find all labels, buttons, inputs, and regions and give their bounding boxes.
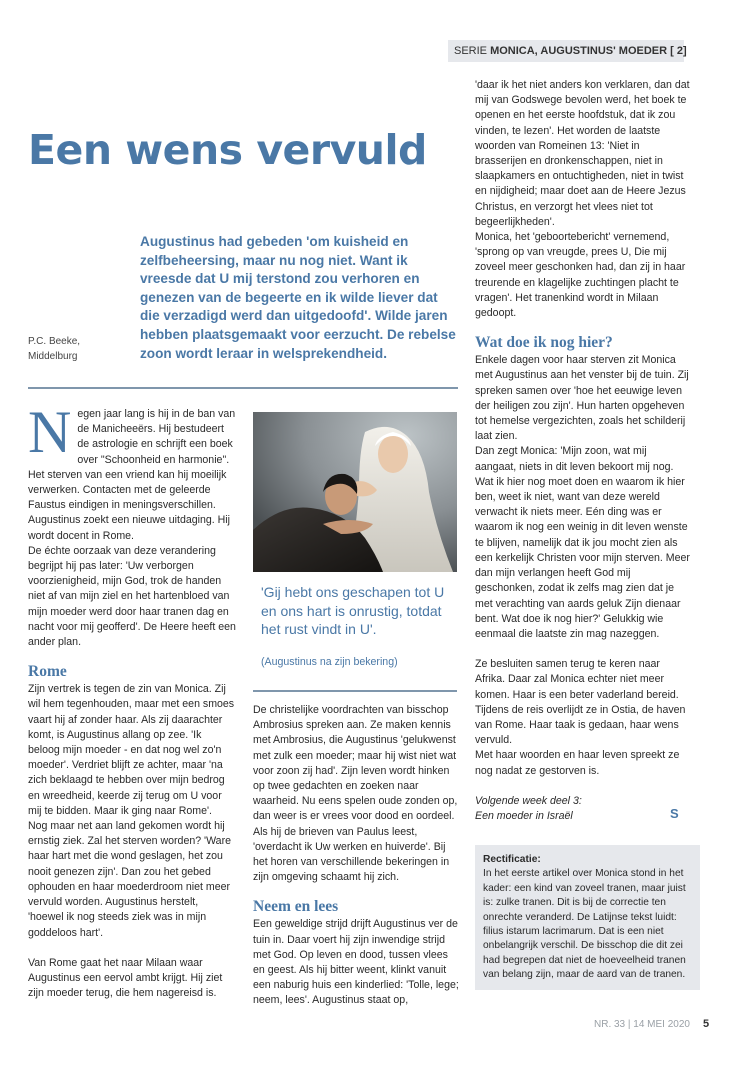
col1-paragraph-4: Nog maar net aan land gekomen wordt hij ernstig ziek. Zal het sterven worden? 'Ware haar hart met die wond geslagen, het zou nooit genezen zijn'. Dan zou het gebed ophouden en haar moederdroom niet meer vervuld worden. Augustinus herstelt, 'hoewel ik nog steeds ziek was in mijn goddeloos hart'. (28, 820, 231, 939)
intro-divider (28, 387, 458, 389)
series-prefix: SERIE (454, 45, 491, 57)
col1-paragraph-3: Zijn vertrek is tegen de zin van Monica. Zij wil hem tegenhouden, maar met een smoes vaart hij af zonder haar. Als zij daarachter komt, is Augustinus allang op zee. 'Ik beloog mijn moeder - en dat nog wel zo'n moeder'. Verdriet blijft ze achter, maar 'na zich beklaagd te hebben over mijn bedrog en wreedheid, keerde zij terug om U voor mij te bidden. Maar ik ging naar Rome'. (28, 683, 235, 817)
col1-paragraph-2: De échte oorzaak van deze verandering begrijpt hij pas later: 'Uw verborgen voorzienigheid, mijn God, trok de handen niet af van mijn ziel en het hartenbloed van mijn moeder werd door haar tranen dag en nacht voor mij geofferd'. De Heere heeft een ander plan. (28, 544, 236, 649)
pull-quote: 'Gij hebt ons geschapen tot U en ons hart is onrustig, totdat het rust vindt in U'. (261, 584, 445, 638)
col3-paragraph-4: Dan zegt Monica: 'Mijn zoon, wat mij aangaat, niets in dit leven bekoort mij nog. Wat ik hier nog moet doen en waarom ik hier ben, weet ik niet, want van deze wereld verwacht ik niets meer. Eén ding was er waarom ik nog een weinig in dit leven wenste te blijven, namelijk dat ik jou mocht zien als een kerkelijk Christen voor mijn sterven. Meer dan mijn verlangen heeft God mij geschonken, zodat ik zelfs mag zien dat je met verachting van aards geluk Zijn dienaar bent. Wat doe ik nog hier?' Gelukkig wie eenmaal die laatste zin mag nazeggen. (475, 445, 690, 640)
next-part-label: Volgende week deel 3: (475, 794, 582, 807)
col2-paragraph-2: Een geweldige strijd drijft Augustinus ver de tuin in. Daar voert hij zijn inwendige strijd met God. Op leven en dood, tussen vlees en geest. Als hij bitter weent, klinkt vanuit een naburig huis een kinderlied: 'Tolle, lege; neem, lees'. Augustinus staat op, (253, 918, 459, 1007)
quote-divider (253, 690, 457, 692)
series-label (448, 40, 687, 62)
author-city: Middelburg (28, 351, 78, 362)
end-mark-icon: S (670, 806, 679, 821)
article-title: Een wens vervuld (28, 126, 427, 174)
author-byline (28, 334, 128, 364)
author-name: P.C. Beeke, (28, 336, 81, 347)
subheading-wat-doe-ik: Wat doe ik nog hier? (475, 334, 613, 352)
col1-paragraph-5: Van Rome gaat het naar Milaan waar Augustinus een eervol ambt krijgt. Hij ziet zijn moeder terug, die hem nagereisd is. (28, 956, 223, 1000)
column-2 (253, 703, 459, 1009)
drop-cap: N (28, 399, 72, 465)
subheading-rome: Rome (28, 663, 67, 681)
article-intro: Augustinus had gebeden 'om kuisheid en zelfbeheersing, maar nu nog niet. Want ik vreesde dat U mij terstond zou verhoren en genezen van de begeerte en ik wilde liever dat die verzadigd werd dan uitgedoofd'. Wilde jaren hebben plaatsgemaakt voor eerzucht. De rebelse zoon wordt leraar in welsprekendheid. (140, 234, 456, 361)
column-3 (475, 78, 690, 824)
painting-svg (253, 412, 457, 572)
rectificatie-title: Rectificatie: (483, 854, 541, 865)
next-part-title: Een moeder in Israël (475, 809, 573, 822)
pull-quote-source: (Augustinus na zijn bekering) (261, 655, 398, 668)
issue-info: NR. 33 | 14 MEI 2020 (594, 1019, 690, 1030)
rectificatie-box (475, 845, 700, 990)
col3-paragraph-1: 'daar ik het niet anders kon verklaren, dan dat mij van Godswege bevolen werd, het boek te openen en het eerste hoofdstuk, dat ik zou vinden, te lezen'. Het worden de laatste woorden van Romeinen 13: 'Niet in brasserijen en dronkenschappen, niet in slaapkamers en ontuchtigheden, niet in twist en nijdigheid; maar doet aan de Heere Jezus Christus, en verzorgt het vlees niet tot begeerlijkheden'. (475, 79, 690, 228)
page-number: 5 (703, 1018, 710, 1030)
series-title: MONICA, AUGUSTINUS' MOEDER [ 2] (490, 45, 687, 57)
col3-paragraph-2: Monica, het 'geboortebericht' vernemend, 'sprong op van vreugde, prees U, Die mij zoveel meer geschonken had, dan zij in haar treurende en klagelijke zuchtingen placht te vragen'. Het tranenkind wordt in Milaan gedoopt. (475, 231, 686, 320)
col3-paragraph-5: Ze besluiten samen terug te keren naar Afrika. Daar zal Monica echter niet meer komen. Haar is een beter vaderland bereid. Tijdens de reis overlijdt ze in Ostia, de haven van Rome. Haar taak is gedaan, haar wens vervuld. (475, 658, 686, 747)
subheading-neem-en-lees: Neem en lees (253, 898, 339, 916)
pull-quote-block (261, 583, 457, 668)
col2-paragraph-1: De christelijke voordrachten van bisschop Ambrosius spreken aan. Ze maken kennis met Ambrosius, die Augustinus 'gelukwenst met zulk een moeder; maar hij wist niet wat voor zoon zij had'. Zijn leven wordt hinken op twee gedachten en zoeken naar waarheid. Nu eens spelen oude zonden op, dan weer is er vrees voor dood en oordeel. Als hij de brieven van Paulus leest, 'overdacht ik Uw werken en huiverde'. Bij het horen van verschillende bekeringen in zijn omgeving schaamt hij zich. (253, 704, 458, 884)
col3-paragraph-6: Met haar woorden en haar leven spreekt ze nog nadat ze gestorven is. (475, 749, 680, 777)
col1-paragraph-1: egen jaar lang is hij in de ban van de Manicheeërs. Hij bestudeert de astrologie en schrijft een boek over "Schoonheid en harmonie". Het sterven van een vriend kan hij moeilijk verwerken. Contacten met de geleerde Faustus eindigen in meningsverschillen. Augustinus zoekt een nieuwe uitdaging. Hij wordt docent in Rome. (28, 408, 236, 542)
monica-face (378, 435, 408, 473)
painting-image (253, 412, 457, 572)
rectificatie-text: In het eerste artikel over Monica stond in het kader: een kind van zoveel tranen, maar juist is: zulke tranen. Dit is bij de correctie ten onrechte veranderd. De Latijnse tekst luidt: filius istarum lacrimarum. Dat is een niet onbelangrijk verschil. De bisschop die dit zei had begrepen dat niet de hoeveelheid tranen van belang zijn, maar de aard van de tranen. (483, 868, 686, 981)
column-1 (28, 399, 236, 1001)
col3-paragraph-3: Enkele dagen voor haar sterven zit Monica met Augustinus aan het venster bij de tuin. Zij spreken samen over 'hoe het eeuwige leven der heiligen zou zijn'. Hun harten opgeheven tot hemelse vergezichten, zoals het schilderij laat zien. (475, 354, 689, 443)
